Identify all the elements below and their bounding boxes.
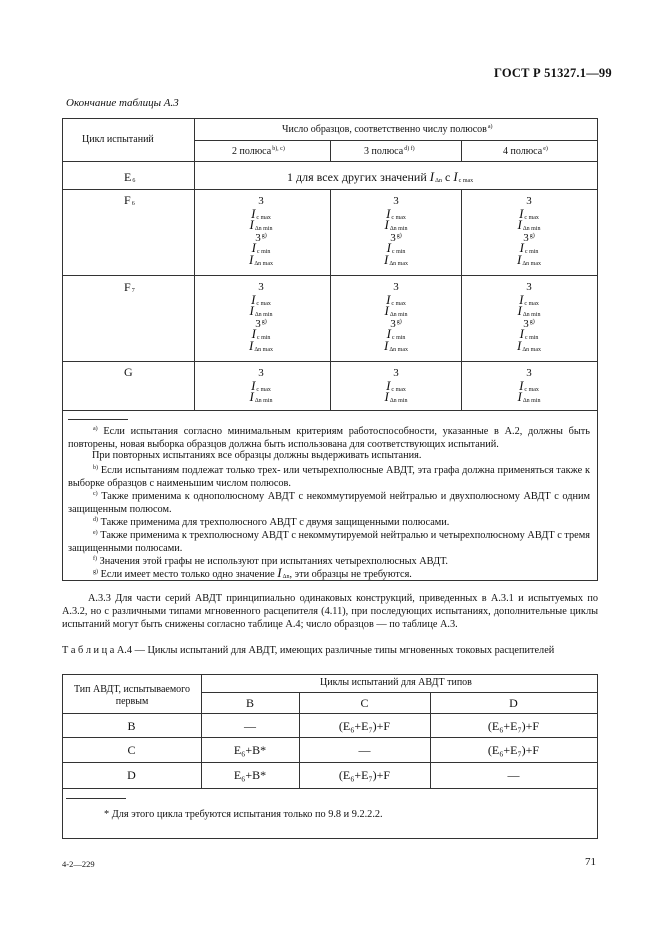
f6-col-4p: 3 Ic max IΔn min 3$^{g)}$ Ic min IΔn max (516, 195, 542, 267)
cycle-e6: E6 (124, 170, 136, 184)
f7-col-3p: 3 Ic max IΔn min 3$^{g)}$ Ic min IΔn max (383, 281, 409, 353)
g-col-3p: 3 Ic max IΔn min (384, 367, 408, 404)
footnote-g: $^{g)}$ Если имеет место только одно значение IΔn, эти образцы не требуются. (93, 565, 412, 580)
g-col-4p: 3 Ic max IΔn min (517, 367, 541, 404)
page-number: 71 (585, 856, 596, 868)
col-2-poles: 2 полюса$^{b), c)}$ (232, 146, 285, 157)
table-a4-footnote: * Для этого цикла требуются испытания только по 9.8 и 9.2.2.2. (104, 809, 383, 820)
f7-col-2p: 3 Ic max IΔn min 3$^{g)}$ Ic min IΔn max (248, 281, 274, 353)
paragraph-a33: А.3.3 Для части серий АВДТ принципиально одинаковых конструкций, приведенных в А.3.1 и испытуемых по А.3.2, но с различными типами мгновенного расцепителя (4.11), при последующих испытаниях, дополнительные циклы испытаний могут быть снижены согласно таблице А.4; число образцов — по таблице А.3. (62, 593, 598, 631)
col-c: C (360, 696, 369, 710)
col-group-header: Число образцов, соответственно числу полюсов$^{a)}$ (282, 124, 493, 135)
footnote-d: $^{d)}$ Также применима для трехполюсного АВДТ с двумя защищенными полюсами. (93, 517, 450, 528)
col-4-poles: 4 полюса$^{e)}$ (503, 146, 548, 157)
footnote-e: $^{e)}$ Также применима к трехполюсному АВДТ с некоммутируемой нейтралью и четырехполюсному АВДТ с тремя защищенными полюсами. (68, 530, 590, 555)
table-a4-title: Т а б л и ц а А.4 — Циклы испытаний для АВДТ, имеющих различные типы мгновенных токовых расцепителей (62, 645, 555, 656)
footnote-rule (66, 798, 126, 799)
footnote-rule (68, 419, 128, 420)
cycle-f6: F6 (124, 193, 135, 207)
col-d: D (509, 696, 518, 710)
print-code: 4-2—229 (62, 859, 95, 869)
standard-header: ГОСТ Р 51327.1—99 (494, 66, 612, 80)
g-col-2p: 3 Ic max IΔn min (249, 367, 273, 404)
table-caption: Окончание таблицы А.3 (66, 97, 179, 109)
footnote-c: $^{c)}$ Также применима к однополюсному АВДТ с некоммутируемой нейтралью и двухполюсному АВДТ с одним защищенным полюсом. (68, 491, 590, 516)
footnote-a: $^{a)}$ Если испытания согласно минимальным критериям работоспособности, указанные в А.2, должны быть повторены, новая выборка образцов должна быть использована для соответствующих испытаний. (68, 426, 591, 451)
f6-col-3p: 3 Ic max IΔn min 3$^{g)}$ Ic min IΔn max (383, 195, 409, 267)
footnote-b: $^{b)}$ Если испытаниям подлежат только трех- или четырехполюсные АВДТ, эта графа должна применяться также к выборке образцов с наименьшим числом полюсов. (68, 465, 590, 490)
col-3-poles: 3 полюса$^{d) f)}$ (364, 146, 415, 157)
f7-col-4p: 3 Ic max IΔn min 3$^{g)}$ Ic min IΔn max (516, 281, 542, 353)
f6-col-2p: 3 Ic max IΔn min 3$^{g)}$ Ic min IΔn max (248, 195, 274, 267)
col-cycle-header: Цикл испытаний (82, 134, 154, 145)
col-group-cycles: Циклы испытаний для АВДТ типов (320, 677, 472, 688)
cycle-g: G (124, 365, 133, 379)
footnote-a2: При повторных испытаниях все образцы должны выдерживать испытания. (92, 450, 422, 461)
col-first-type: Тип АВДТ, испытываемого первым (73, 684, 191, 707)
footnote-f: $^{f)}$ Значения этой графы не используют при испытаниях четырехполюсных АВДТ. (93, 556, 449, 567)
e6-value: 1 для всех других значений IΔn с Ic max (287, 169, 474, 184)
cycle-f7: F7 (124, 280, 135, 294)
col-b: B (245, 696, 254, 710)
